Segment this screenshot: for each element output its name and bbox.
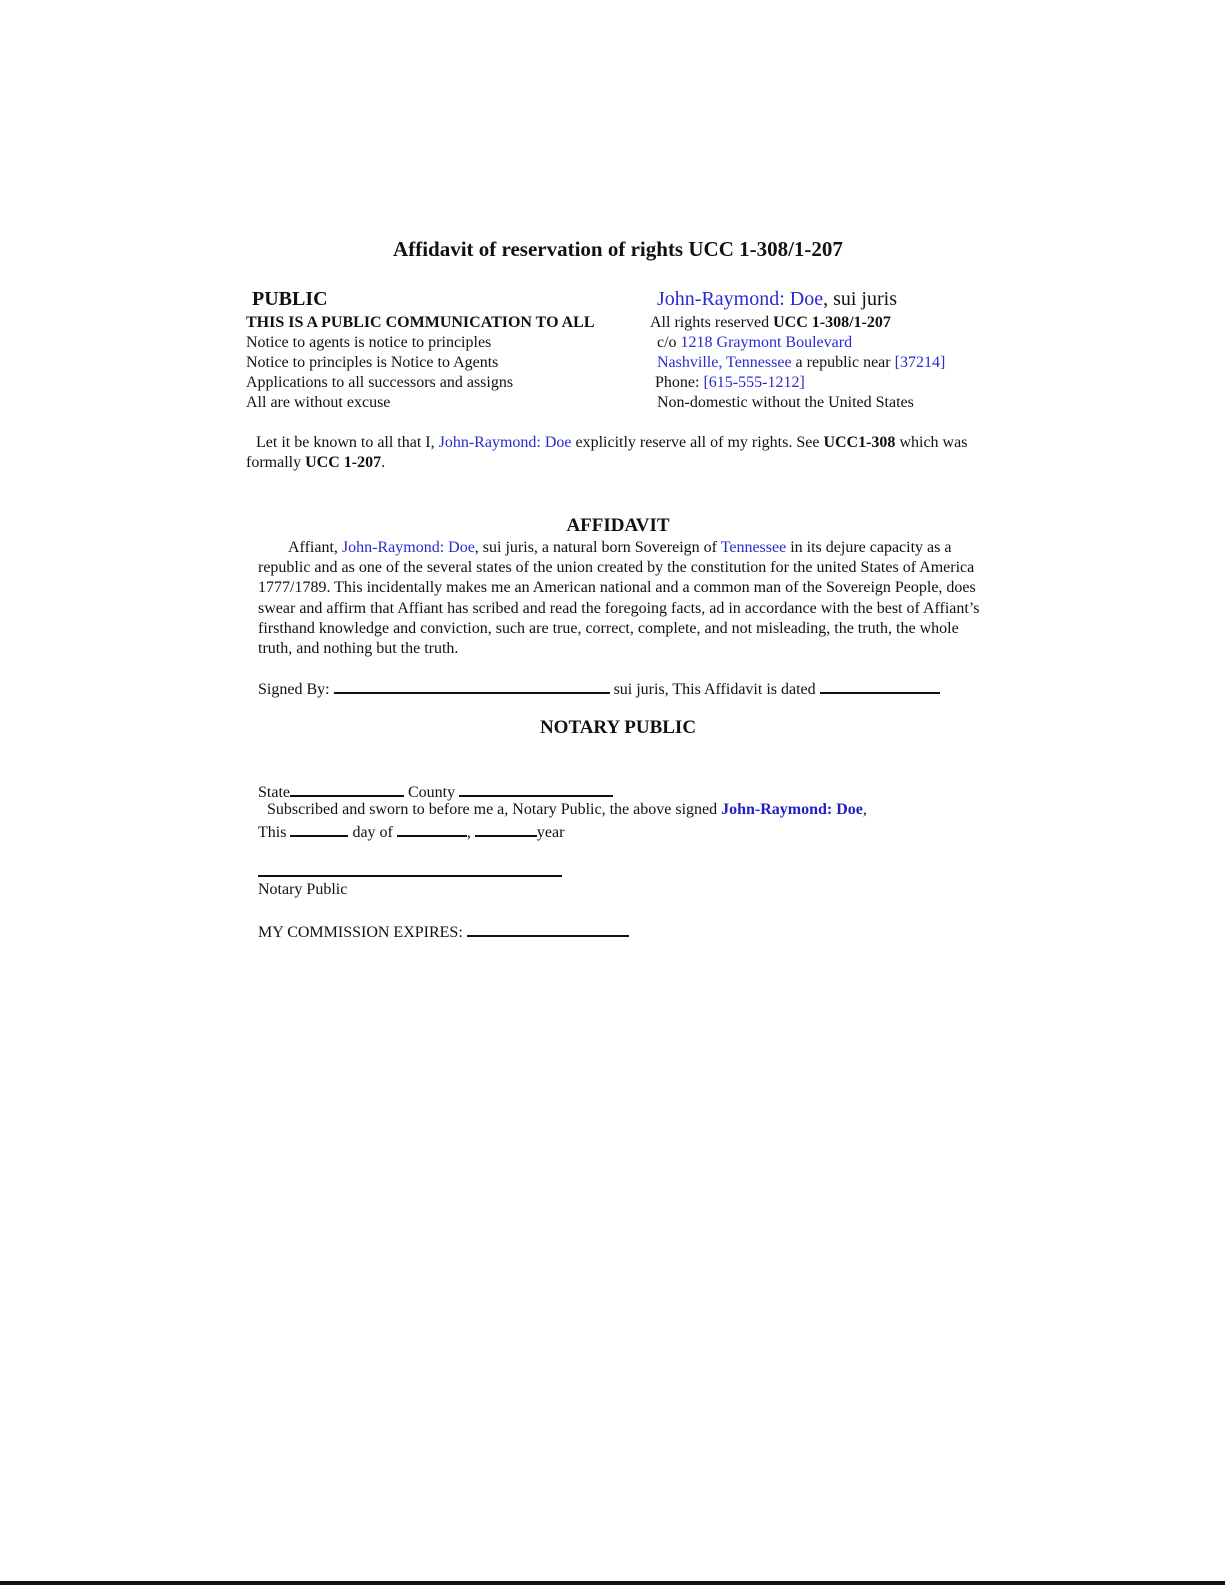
public-heading: PUBLIC <box>252 288 328 310</box>
address-name-suffix: , sui juris <box>823 288 897 310</box>
affidavit-text-3: in its dejure capacity as a republic and as one of the several states of the union created by the constitution for the united States of America 1777/1789. This incidentally makes me an American national and a common man of the Sovereign People, does swear and affirm that Affiant has scribed and read the foregoing facts, ad in accordance with the best of Affiant’s firsthand knowledge and conviction, such are true, correct, complete, and not misleading, the truth, the whole truth, and nothing but the truth. <box>258 539 980 658</box>
this-label: This <box>258 824 287 841</box>
signature-row <box>258 678 940 699</box>
public-line-successors: Applications to all successors and assigns <box>246 374 514 391</box>
month-line[interactable] <box>397 821 467 837</box>
rights-prefix: All rights reserved <box>650 314 774 331</box>
document-title: Affidavit of reservation of rights UCC 1-308/1-207 <box>393 237 843 261</box>
year-label: year <box>536 824 565 841</box>
intro-code-2: UCC 1-207 <box>305 454 382 471</box>
intro-code-1: UCC1-308 <box>823 434 896 451</box>
affidavit-heading: AFFIDAVIT <box>566 515 670 536</box>
state-line[interactable] <box>290 781 404 797</box>
phone-label: Phone: <box>655 374 704 391</box>
year-line[interactable] <box>475 821 537 837</box>
commission-row <box>258 921 629 942</box>
notary-public-label: Notary Public <box>258 881 348 898</box>
city-state: Nashville, Tennessee <box>657 354 792 371</box>
day-of-label: day of <box>352 824 393 841</box>
day-comma: , <box>466 824 471 841</box>
address-name-line <box>657 288 897 311</box>
sworn-row <box>267 801 867 819</box>
state-county-row <box>258 781 613 802</box>
address-non-domestic: Non-domestic without the United States <box>657 394 914 411</box>
page-bottom-edge <box>0 1581 1225 1585</box>
intro-text-1: Let it be known to all that I, <box>256 434 439 451</box>
intro-text-2: explicitly reserve all of my rights. See <box>571 434 824 451</box>
address-phone-line <box>655 373 805 393</box>
address-street-line <box>657 333 852 353</box>
address-city-line <box>657 353 945 373</box>
notary-heading: NOTARY PUBLIC <box>539 717 697 738</box>
intro-text-3: which was formally <box>246 434 968 471</box>
intro-text-4: . <box>381 454 386 471</box>
public-line-principles: Notice to principles is Notice to Agents <box>246 354 499 371</box>
signed-by-label: Signed By: <box>258 681 330 698</box>
date-line[interactable] <box>820 678 940 694</box>
affidavit-name: John-Raymond: Doe <box>341 539 475 556</box>
day-row <box>258 821 564 842</box>
phone-number: [615-555-1212] <box>703 374 805 391</box>
notary-signature-line[interactable] <box>258 875 562 877</box>
affidavit-paragraph <box>258 538 988 659</box>
commission-line[interactable] <box>467 921 629 937</box>
sworn-name: John-Raymond: Doe <box>721 801 863 818</box>
county-label: County <box>408 784 456 801</box>
address-name: John-Raymond: Doe <box>657 288 824 310</box>
zip-code: [37214] <box>894 354 946 371</box>
rights-code: UCC 1-308/1-207 <box>773 314 891 331</box>
affidavit-state: Tennessee <box>720 539 787 556</box>
state-label: State <box>258 784 290 801</box>
intro-name: John-Raymond: Doe <box>438 434 572 451</box>
street-address: 1218 Graymont Boulevard <box>680 334 853 351</box>
public-line-agents: Notice to agents is notice to principles <box>246 334 492 351</box>
public-line-excuse: All are without excuse <box>246 394 391 411</box>
public-line-communication: THIS IS A PUBLIC COMMUNICATION TO ALL <box>246 314 595 331</box>
affidavit-text-2: , sui juris, a natural born Sovereign of <box>474 539 721 556</box>
sworn-end: , <box>862 801 867 818</box>
republic-text: a republic near <box>791 354 895 371</box>
day-line[interactable] <box>290 821 348 837</box>
intro-paragraph <box>246 433 1006 473</box>
signature-line[interactable] <box>334 678 610 694</box>
dated-label: sui juris, This Affidavit is dated <box>613 681 816 698</box>
commission-label: MY COMMISSION EXPIRES: <box>258 924 463 941</box>
address-rights-line <box>650 313 891 333</box>
affidavit-text-1: Affiant, <box>288 539 342 556</box>
county-line[interactable] <box>459 781 613 797</box>
co-prefix: c/o <box>657 334 681 351</box>
sworn-text: Subscribed and sworn to before me a, Notary Public, the above signed <box>267 801 722 818</box>
